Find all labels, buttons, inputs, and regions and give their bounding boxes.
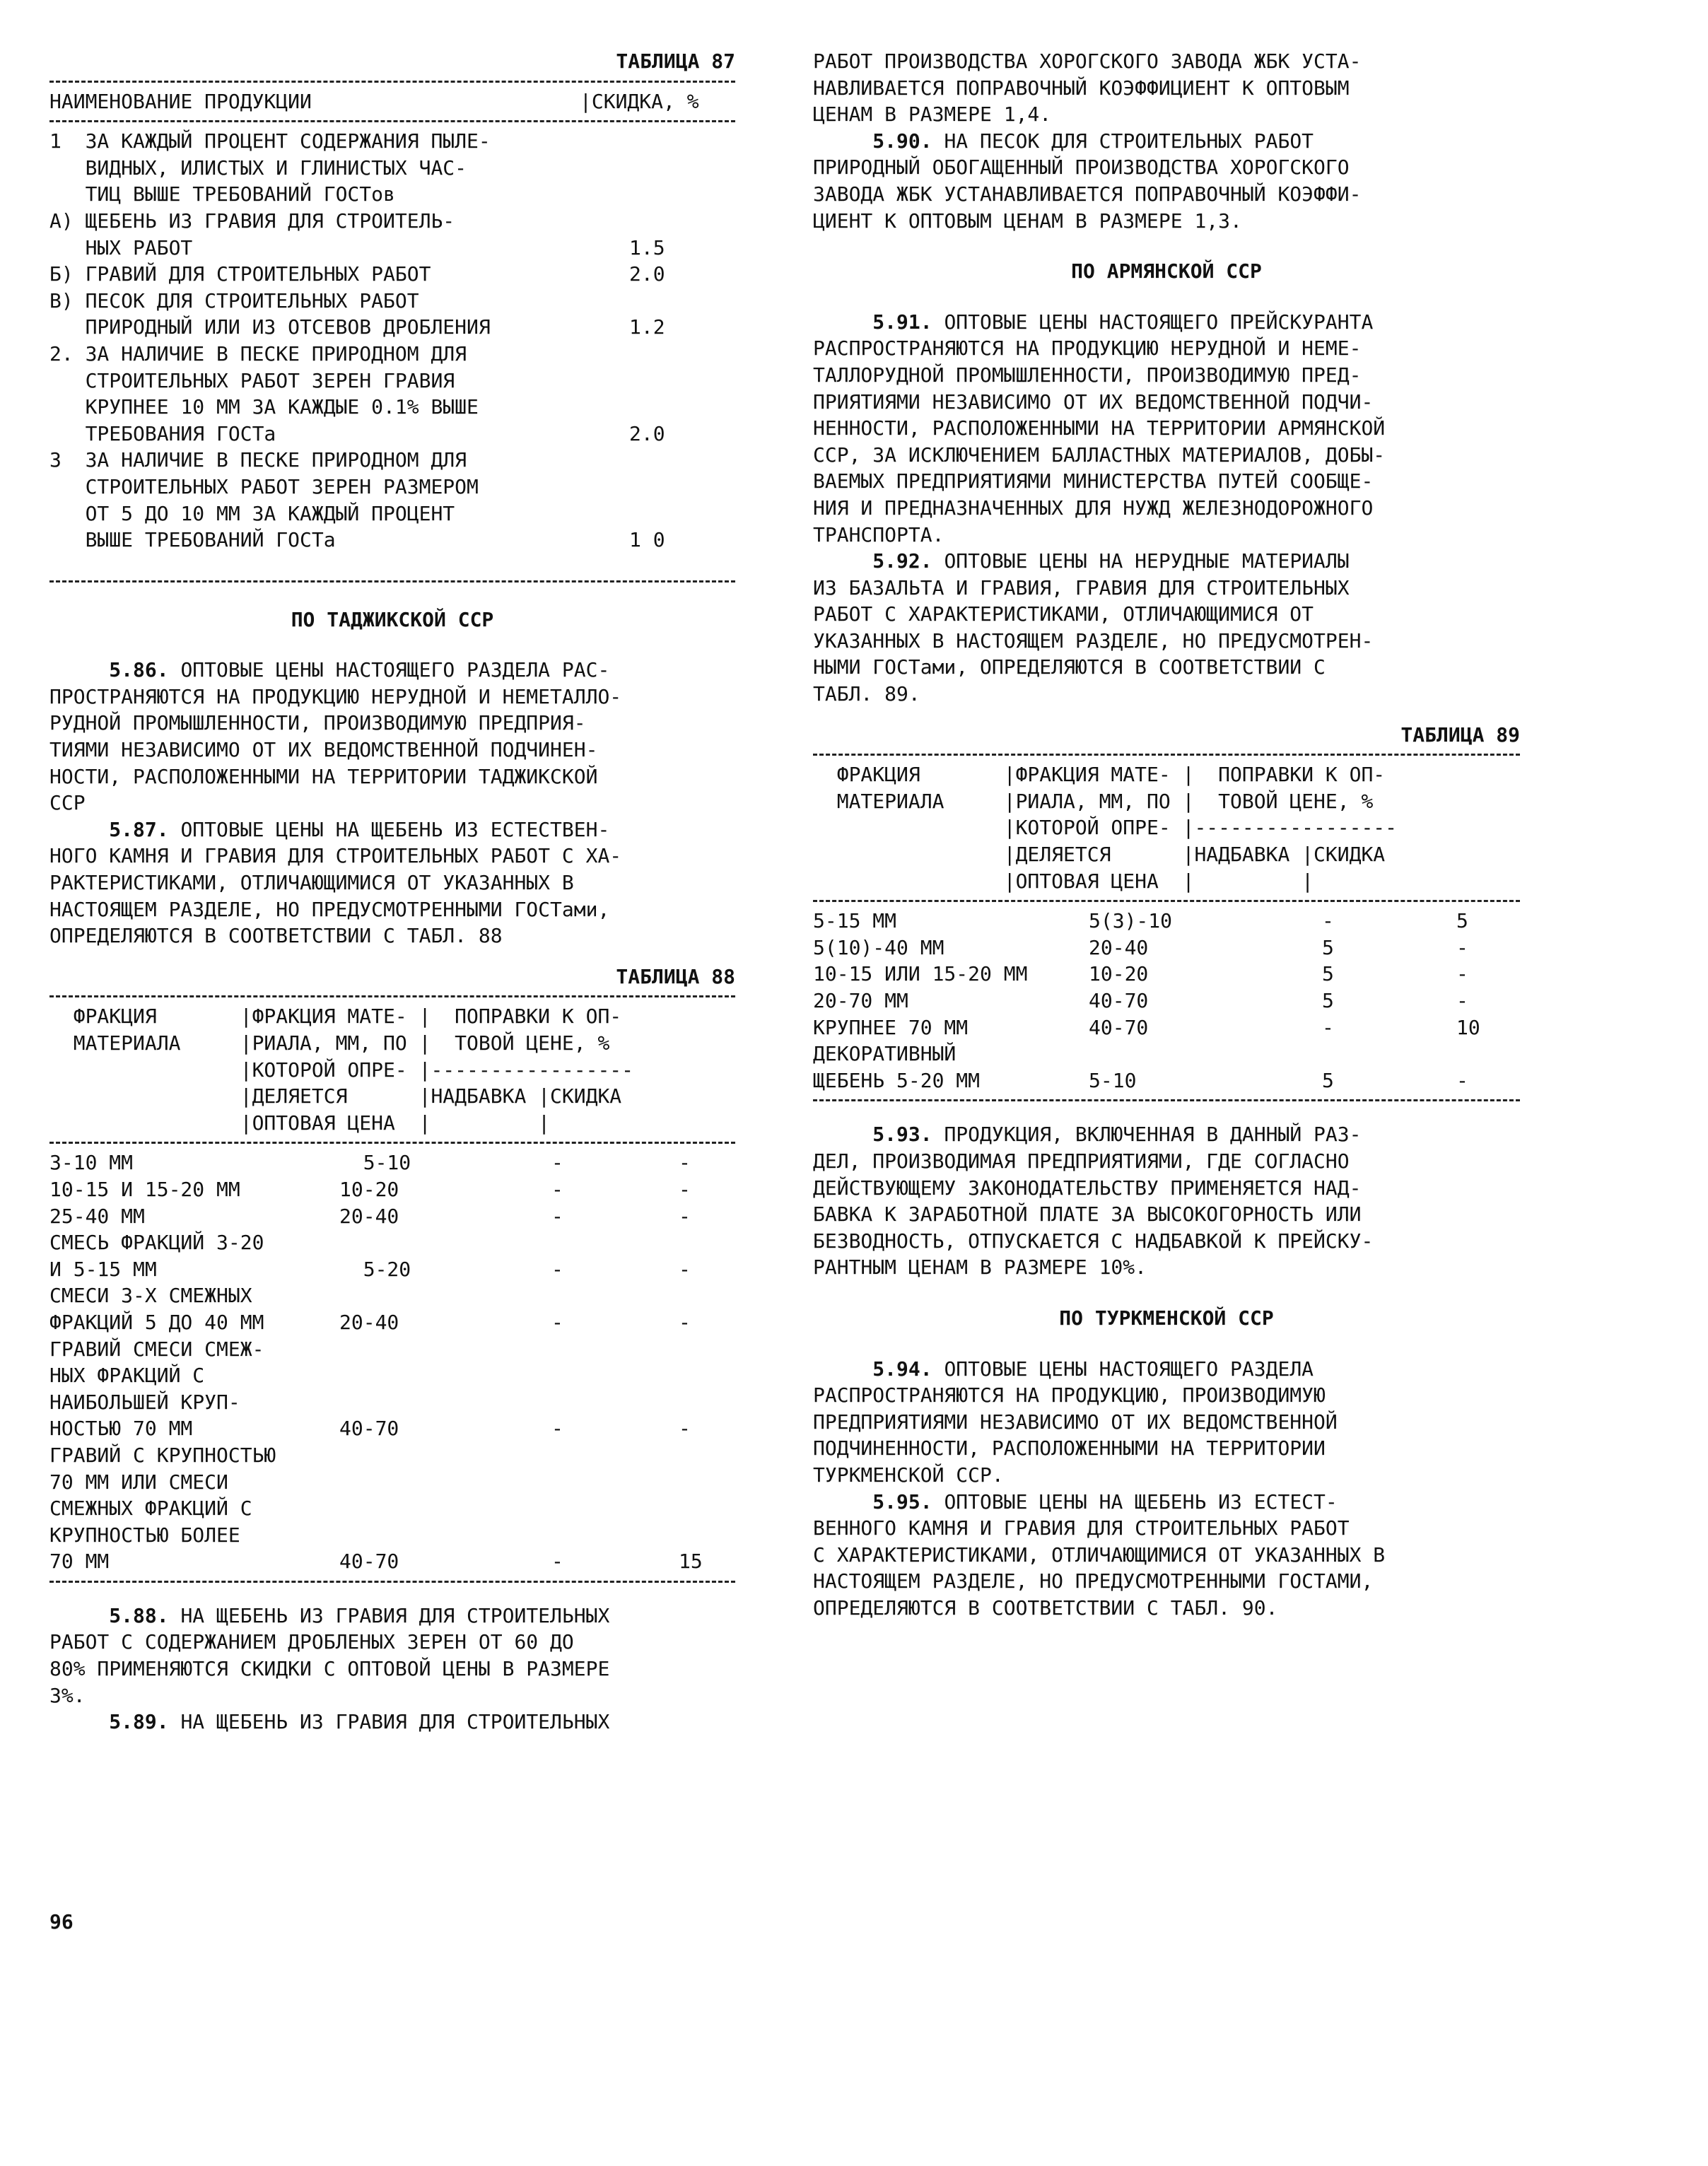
table-cell: - <box>679 1417 691 1441</box>
table-cell: - <box>679 1177 691 1201</box>
table-cell-item: 2. ЗА НАЛИЧИЕ В ПЕСКЕ ПРИРОДНОМ ДЛЯ <box>49 341 467 365</box>
table-row <box>49 1309 735 1336</box>
table-row <box>49 181 735 208</box>
table-cell: 10 <box>1456 1015 1480 1039</box>
table-cell: - <box>1456 935 1468 959</box>
table-cell <box>551 1282 679 1309</box>
paragraph-line: РАКТЕРИСТИКАМИ, ОТЛИЧАЮЩИМИСЯ ОТ УКАЗАННЫХ В <box>49 871 574 895</box>
table-row <box>49 288 735 315</box>
paragraph-line: ПРИРОДНЫЙ ОБОГАЩЕННЫЙ ПРОИЗВОДСТВА ХОРОГСКОГО <box>813 156 1350 180</box>
table-89-body <box>813 908 1520 1094</box>
divider <box>49 580 735 583</box>
paragraph-line: 5.88. НА ЩЕБЕНЬ ИЗ ГРАВИЯ ДЛЯ СТРОИТЕЛЬНЫХ <box>109 1603 610 1627</box>
table-cell: 40-70 <box>1089 989 1149 1012</box>
table-cell: - <box>679 1310 691 1334</box>
table-cell <box>679 1282 735 1309</box>
table-row <box>49 128 735 155</box>
paragraph-line: 5.95. ОПТОВЫЕ ЦЕНЫ НА ЩЕБЕНЬ ИЗ ЕСТЕСТ- <box>872 1489 1338 1514</box>
table-cell-discount: 1.5 <box>629 235 665 259</box>
table-cell: ДЕКОРАТИВНЫЙ <box>813 1042 957 1066</box>
divider <box>49 81 735 83</box>
table-cell: - <box>551 1151 563 1175</box>
table-cell: 10-20 <box>1089 962 1149 986</box>
table-cell-item: ТИЦ ВЫШЕ ТРЕБОВАНИЙ ГОСТов <box>49 182 395 206</box>
table-row <box>49 1442 735 1469</box>
paragraph-line: РАНТНЫМ ЦЕНАМ В РАЗМЕРЕ 10%. <box>813 1255 1147 1280</box>
table-87-caption: ТАБЛИЦА 87 <box>616 49 735 73</box>
table-cell <box>679 1229 735 1256</box>
paragraph-line: ПРЕДПРИЯТИЯМИ НЕЗАВИСИМО ОТ ИХ ВЕДОМСТВЕННОЙ <box>813 1410 1338 1434</box>
paragraph-5-91 <box>813 309 1520 548</box>
divider <box>49 120 735 122</box>
paragraph-line: ДЕЙСТВУЮЩЕМУ ЗАКОНОДАТЕЛЬСТВУ ПРИМЕНЯЕТСЯ НАД- <box>813 1176 1362 1200</box>
table-cell: - <box>1322 909 1334 933</box>
table-cell: - <box>551 1550 563 1574</box>
table-row <box>49 341 735 368</box>
table-row <box>813 1014 1520 1041</box>
table-row <box>49 1336 735 1363</box>
paragraph-line: НОСТИ, РАСПОЛОЖЕННЫМИ НА ТЕРРИТОРИИ ТАДЖИКСКОЙ <box>49 764 598 788</box>
column-header-name: НАИМЕНОВАНИЕ ПРОДУКЦИИ <box>49 89 312 113</box>
table-cell <box>551 1495 679 1522</box>
table-cell <box>551 1229 679 1256</box>
table-cell: 5 <box>1322 989 1334 1012</box>
paragraph-line: РАБОТ С ХАРАКТЕРИСТИКАМИ, ОТЛИЧАЮЩИМИСЯ ОТ <box>813 602 1314 626</box>
table-row <box>49 1176 735 1203</box>
table-cell-discount: 2.0 <box>629 421 665 445</box>
table-cell <box>551 1362 679 1389</box>
table-cell: 5-10 <box>1089 1068 1137 1092</box>
paragraph-line: 5.87. ОПТОВЫЕ ЦЕНЫ НА ЩЕБЕНЬ ИЗ ЕСТЕСТВЕН- <box>109 817 610 841</box>
paragraph-line: БАВКА К ЗАРАБОТНОЙ ПЛАТЕ ЗА ВЫСОКОГОРНОСТЬ ИЛИ <box>813 1202 1362 1227</box>
table-cell: 20-40 <box>339 1310 399 1334</box>
paragraph-5-86 <box>49 657 735 816</box>
table-row <box>813 908 1520 935</box>
table-row <box>49 394 735 421</box>
divider <box>49 1581 735 1583</box>
table-cell-discount: 2.0 <box>629 262 665 286</box>
table-89-caption: ТАБЛИЦА 89 <box>1400 722 1520 747</box>
paragraph-line: ВЕННОГО КАМНЯ И ГРАВИЯ ДЛЯ СТРОИТЕЛЬНЫХ РАБОТ <box>813 1516 1350 1540</box>
table-cell: СМЕЖНЫХ ФРАКЦИЙ С <box>49 1497 252 1521</box>
table-cell: 5-10 <box>339 1151 411 1175</box>
table-cell: НОСТЬЮ 70 ММ <box>49 1417 193 1441</box>
table-cell: КРУПНЕЕ 70 ММ <box>813 1015 969 1039</box>
table-cell: - <box>551 1310 563 1334</box>
table-cell: - <box>1322 1015 1334 1039</box>
table-header-line: МАТЕРИАЛА |РИАЛА, ММ, ПО | ТОВОЙ ЦЕНЕ, % <box>813 789 1374 813</box>
table-87-body <box>49 128 735 554</box>
table-cell <box>679 1469 735 1496</box>
table-row <box>49 1229 735 1256</box>
table-cell: И 5-15 ММ <box>49 1257 157 1281</box>
table-cell: КРУПНОСТЬЮ БОЛЕЕ <box>49 1523 240 1547</box>
table-cell: 5(3)-10 <box>1089 909 1173 933</box>
table-cell-discount: 1 0 <box>629 528 665 552</box>
table-row <box>49 1469 735 1496</box>
table-row <box>49 1149 735 1176</box>
paragraph-5-89 <box>49 1709 735 1735</box>
table-cell: НАИБОЛЬШЕЙ КРУП- <box>49 1390 240 1414</box>
table-cell: 3-10 ММ <box>49 1151 134 1175</box>
table-cell-item: ВЫШЕ ТРЕБОВАНИЙ ГОСТа <box>49 528 336 552</box>
table-cell: - <box>679 1151 691 1175</box>
paragraph-5-90 <box>813 128 1520 234</box>
table-header-line: МАТЕРИАЛА |РИАЛА, ММ, ПО | ТОВОЙ ЦЕНЕ, % <box>49 1031 610 1055</box>
table-cell: 5 <box>1322 1068 1334 1092</box>
table-row <box>49 314 735 341</box>
paragraph-line: ТУРКМЕНСКОЙ ССР. <box>813 1463 1004 1487</box>
paragraph-line: 80% ПРИМЕНЯЮТСЯ СКИДКИ С ОПТОВОЙ ЦЕНЫ В РАЗМЕРЕ <box>49 1657 610 1681</box>
table-cell: СМЕСЬ ФРАКЦИЙ 3-20 <box>49 1231 264 1255</box>
table-row <box>813 1041 1520 1067</box>
paragraph-line: ТИЯМИ НЕЗАВИСИМО ОТ ИХ ВЕДОМСТВЕННОЙ ПОДЧИНЕН- <box>49 738 598 762</box>
divider <box>813 754 1520 756</box>
table-cell-item: А) ЩЕБЕНЬ ИЗ ГРАВИЯ ДЛЯ СТРОИТЕЛЬ- <box>49 209 455 233</box>
table-cell: 70 ММ <box>49 1550 110 1574</box>
table-row <box>49 368 735 394</box>
paragraph-5-89-continued <box>813 48 1520 128</box>
table-cell: 25-40 ММ <box>49 1204 145 1228</box>
paragraph-line: ТАЛЛОРУДНОЙ ПРОМЫШЛЕННОСТИ, ПРОИЗВОДИМУЮ ПРЕД- <box>813 363 1362 387</box>
paragraph-line: НАСТОЯЩЕМ РАЗДЕЛЕ, НО ПРЕДУСМОТРЕННЫМИ ГОСТАМИ, <box>813 1569 1374 1593</box>
table-cell-item: ОТ 5 ДО 10 ММ ЗА КАЖДЫЙ ПРОЦЕНТ <box>49 501 455 525</box>
table-cell: 5 <box>1322 962 1334 986</box>
column-header-discount: |СКИДКА, % <box>580 89 699 113</box>
table-cell: 5 <box>1322 935 1334 959</box>
paragraph-5-92 <box>813 548 1520 708</box>
table-row <box>813 961 1520 988</box>
paragraph-line: РАСПРОСТРАНЯЮТСЯ НА ПРОДУКЦИЮ, ПРОИЗВОДИМУЮ <box>813 1383 1326 1407</box>
table-row <box>49 1415 735 1442</box>
table-cell <box>679 1442 735 1469</box>
paragraph-line: ЦЕНАМ В РАЗМЕРЕ 1,4. <box>813 103 1052 127</box>
table-cell <box>339 1282 551 1309</box>
table-header-line: |ДЕЛЯЕТСЯ |НАДБАВКА |СКИДКА <box>49 1084 622 1108</box>
table-cell: СМЕСИ 3-Х СМЕЖНЫХ <box>49 1284 252 1308</box>
paragraph-line: НЫМИ ГОСТами, ОПРЕДЕЛЯЮТСЯ В СООТВЕТСТВИИ С <box>813 655 1326 679</box>
table-cell <box>551 1389 679 1416</box>
paragraph-line: РАСПРОСТРАНЯЮТСЯ НА ПРОДУКЦИЮ НЕРУДНОЙ И НЕМЕ- <box>813 336 1362 361</box>
table-88-caption: ТАБЛИЦА 88 <box>616 964 735 988</box>
table-cell <box>679 1389 735 1416</box>
table-cell: ГРАВИЙ СМЕСИ СМЕЖ- <box>49 1337 264 1361</box>
right-column <box>813 48 1520 1621</box>
paragraph-line: ТАБЛ. 89. <box>813 682 920 706</box>
table-cell <box>339 1469 551 1496</box>
paragraph-line: ССР <box>49 791 86 815</box>
page-number: 96 <box>49 1910 74 1933</box>
paragraph-line: 5.89. НА ЩЕБЕНЬ ИЗ ГРАВИЯ ДЛЯ СТРОИТЕЛЬНЫХ <box>109 1710 610 1734</box>
table-header-line: ФРАКЦИЯ |ФРАКЦИЯ МАТЕ- | ПОПРАВКИ К ОП- <box>813 763 1386 787</box>
paragraph-line: НОГО КАМНЯ И ГРАВИЯ ДЛЯ СТРОИТЕЛЬНЫХ РАБОТ С ХА- <box>49 844 622 868</box>
table-header-line: |ОПТОВАЯ ЦЕНА | | <box>813 869 1314 893</box>
table-cell <box>339 1389 551 1416</box>
table-cell-item: НЫХ РАБОТ <box>49 235 193 259</box>
table-cell: - <box>551 1177 563 1201</box>
paragraph-line: РУДНОЙ ПРОМЫШЛЕННОСТИ, ПРОИЗВОДИМУЮ ПРЕДПРИЯ- <box>49 711 586 735</box>
table-header-line: |ОПТОВАЯ ЦЕНА | | <box>49 1111 551 1135</box>
table-cell: 5-15 ММ <box>813 909 897 933</box>
table-cell: 5-20 <box>339 1257 411 1281</box>
table-cell <box>339 1495 551 1522</box>
table-88-body <box>49 1149 735 1575</box>
section-heading-tajik: ПО ТАДЖИКСКОЙ ССР <box>291 607 494 631</box>
table-cell <box>679 1336 735 1363</box>
divider <box>813 900 1520 902</box>
table-cell <box>1322 1041 1456 1067</box>
table-header-line: |КОТОРОЙ ОПРЕ- |----------------- <box>49 1058 634 1082</box>
table-cell-item: ВИДНЫХ, ИЛИСТЫХ И ГЛИНИСТЫХ ЧАС- <box>49 156 467 180</box>
table-row <box>49 474 735 500</box>
paragraph-line: РАБОТ С СОДЕРЖАНИЕМ ДРОБЛЕНЫХ ЗЕРЕН ОТ 60 ДО <box>49 1630 574 1654</box>
table-cell <box>1089 1041 1322 1067</box>
table-cell-item: СТРОИТЕЛЬНЫХ РАБОТ ЗЕРЕН РАЗМЕРОМ <box>49 474 479 498</box>
table-cell: 15 <box>679 1550 703 1574</box>
divider <box>813 1099 1520 1101</box>
divider <box>49 995 735 997</box>
table-cell: 10-20 <box>339 1177 399 1201</box>
paragraph-line: 5.93. ПРОДУКЦИЯ, ВКЛЮЧЕННАЯ В ДАННЫЙ РАЗ- <box>872 1123 1362 1147</box>
table-row <box>49 1282 735 1309</box>
table-cell: - <box>679 1204 691 1228</box>
table-cell <box>339 1522 551 1549</box>
table-87-header <box>49 88 735 115</box>
table-cell: ЩЕБЕНЬ 5-20 ММ <box>813 1068 981 1092</box>
table-cell <box>551 1469 679 1496</box>
table-cell: 10-15 И 15-20 ММ <box>49 1177 240 1201</box>
table-cell-item: СТРОИТЕЛЬНЫХ РАБОТ ЗЕРЕН ГРАВИЯ <box>49 368 455 392</box>
divider <box>49 1142 735 1144</box>
table-row <box>49 155 735 182</box>
table-cell: 40-70 <box>339 1550 399 1574</box>
paragraph-line: УКАЗАННЫХ В НАСТОЯЩЕМ РАЗДЕЛЕ, НО ПРЕДУСМОТРЕН- <box>813 628 1374 652</box>
table-row <box>49 1362 735 1389</box>
table-row <box>49 1522 735 1549</box>
table-cell-item: ПРИРОДНЫЙ ИЛИ ИЗ ОТСЕВОВ ДРОБЛЕНИЯ <box>49 315 491 339</box>
paragraph-5-94 <box>813 1356 1520 1489</box>
paragraph-5-87 <box>49 816 735 949</box>
paragraph-line: ОПРЕДЕЛЯЮТСЯ В СООТВЕТСТВИИ С ТАБЛ. 88 <box>49 924 503 948</box>
paragraph-line: 5.94. ОПТОВЫЕ ЦЕНЫ НАСТОЯЩЕГО РАЗДЕЛА <box>872 1357 1314 1381</box>
paragraph-line: 5.92. ОПТОВЫЕ ЦЕНЫ НА НЕРУДНЫЕ МАТЕРИАЛЫ <box>872 549 1350 573</box>
paragraph-5-88 <box>49 1603 735 1709</box>
table-row <box>49 208 735 235</box>
table-row <box>49 235 735 262</box>
table-cell <box>551 1522 679 1549</box>
table-cell: - <box>679 1257 691 1281</box>
table-cell-item: КРУПНЕЕ 10 ММ ЗА КАЖДЫЕ 0.1% ВЫШЕ <box>49 395 479 419</box>
table-cell: 5 <box>1456 909 1468 933</box>
table-cell: - <box>1456 962 1468 986</box>
table-cell-item: 3 ЗА НАЛИЧИЕ В ПЕСКЕ ПРИРОДНОМ ДЛЯ <box>49 448 467 472</box>
table-cell <box>339 1362 551 1389</box>
table-header-line: |ДЕЛЯЕТСЯ |НАДБАВКА |СКИДКА <box>813 843 1386 867</box>
table-row <box>49 527 735 554</box>
table-row <box>813 988 1520 1014</box>
paragraph-5-95 <box>813 1489 1520 1622</box>
table-cell <box>339 1229 551 1256</box>
table-cell: 70 ММ ИЛИ СМЕСИ <box>49 1470 228 1494</box>
table-row <box>49 1389 735 1416</box>
table-cell: 20-40 <box>1089 935 1149 959</box>
paragraph-line: 5.91. ОПТОВЫЕ ЦЕНЫ НАСТОЯЩЕГО ПРЕЙСКУРАНТА <box>872 310 1374 334</box>
table-cell: - <box>1456 1068 1468 1092</box>
paragraph-line: ПРИЯТИЯМИ НЕЗАВИСИМО ОТ ИХ ВЕДОМСТВЕННОЙ ПОДЧИ- <box>813 390 1374 414</box>
table-cell <box>551 1442 679 1469</box>
paragraph-line: С ХАРАКТЕРИСТИКАМИ, ОТЛИЧАЮЩИМИСЯ ОТ УКАЗАННЫХ В <box>813 1542 1386 1567</box>
table-header-line: ФРАКЦИЯ |ФРАКЦИЯ МАТЕ- | ПОПРАВКИ К ОП- <box>49 1005 622 1029</box>
paragraph-5-93 <box>813 1121 1520 1281</box>
paragraph-line: ОПРЕДЕЛЯЮТСЯ В СООТВЕТСТВИИ С ТАБЛ. 90. <box>813 1596 1278 1620</box>
table-cell <box>679 1522 735 1549</box>
table-cell-item: Б) ГРАВИЙ ДЛЯ СТРОИТЕЛЬНЫХ РАБОТ <box>49 262 431 286</box>
paragraph-line: НЕННОСТИ, РАСПОЛОЖЕННЫМИ НА ТЕРРИТОРИИ АРМЯНСКОЙ <box>813 416 1386 440</box>
table-row <box>49 1256 735 1283</box>
paragraph-line: НИЯ И ПРЕДНАЗНАЧЕННЫХ ДЛЯ НУЖД ЖЕЛЕЗНОДОРОЖНОГО <box>813 496 1374 520</box>
table-cell: ФРАКЦИЙ 5 ДО 40 ММ <box>49 1310 264 1334</box>
section-heading-turkmen: ПО ТУРКМЕНСКОЙ ССР <box>1059 1306 1274 1330</box>
table-cell: 20-70 ММ <box>813 989 908 1012</box>
paragraph-line: 5.90. НА ПЕСОК ДЛЯ СТРОИТЕЛЬНЫХ РАБОТ <box>872 129 1314 153</box>
table-cell: 40-70 <box>339 1417 399 1441</box>
paragraph-line: ТРАНСПОРТА. <box>813 522 944 546</box>
paragraph-line: ПОДЧИНЕННОСТИ, РАСПОЛОЖЕННЫМИ НА ТЕРРИТОРИИ <box>813 1436 1326 1460</box>
table-row <box>49 500 735 527</box>
table-header-line: |КОТОРОЙ ОПРЕ- |----------------- <box>813 816 1398 840</box>
paragraph-line: НАВЛИВАЕТСЯ ПОПРАВОЧНЫЙ КОЭФФИЦИЕНТ К ОПТОВЫМ <box>813 76 1350 100</box>
paragraph-line: РАБОТ ПРОИЗВОДСТВА ХОРОГСКОГО ЗАВОДА ЖБК УСТА- <box>813 49 1362 73</box>
section-heading-armenia: ПО АРМЯНСКОЙ ССР <box>1071 259 1262 283</box>
paragraph-line: ПРОСТРАНЯЮТСЯ НА ПРОДУКЦИЮ НЕРУДНОЙ И НЕМЕТАЛЛО- <box>49 684 622 708</box>
table-row <box>813 1067 1520 1094</box>
paragraph-line: ЗАВОДА ЖБК УСТАНАВЛИВАЕТСЯ ПОПРАВОЧНЫЙ КОЭФФИ- <box>813 182 1362 206</box>
table-cell: 40-70 <box>1089 1015 1149 1039</box>
left-column <box>49 48 735 1735</box>
table-row <box>49 1548 735 1575</box>
table-cell: - <box>551 1204 563 1228</box>
table-cell: - <box>1456 989 1468 1012</box>
table-89-header <box>813 761 1520 894</box>
paragraph-line: БЕЗВОДНОСТЬ, ОТПУСКАЕТСЯ С НАДБАВКОЙ К ПРЕЙСКУ- <box>813 1229 1374 1253</box>
table-cell-item: 1 ЗА КАЖДЫЙ ПРОЦЕНТ СОДЕРЖАНИЯ ПЫЛЕ- <box>49 129 491 153</box>
table-cell-item: В) ПЕСОК ДЛЯ СТРОИТЕЛЬНЫХ РАБОТ <box>49 288 419 312</box>
table-cell: НЫХ ФРАКЦИЙ С <box>49 1364 205 1388</box>
table-cell: - <box>551 1257 563 1281</box>
table-row <box>49 1495 735 1522</box>
paragraph-line: 3%. <box>49 1683 86 1707</box>
paragraph-line: 5.86. ОПТОВЫЕ ЦЕНЫ НАСТОЯЩЕГО РАЗДЕЛА РАС- <box>109 658 610 682</box>
table-cell: ГРАВИЙ С КРУПНОСТЬЮ <box>49 1443 276 1467</box>
table-cell: 5(10)-40 ММ <box>813 935 944 959</box>
table-cell: - <box>551 1417 563 1441</box>
table-row <box>49 261 735 288</box>
paragraph-line: НАСТОЯЩЕМ РАЗДЕЛЕ, НО ПРЕДУСМОТРЕННЫМИ ГОСТами, <box>49 897 610 921</box>
paragraph-line: ИЗ БАЗАЛЬТА И ГРАВИЯ, ГРАВИЯ ДЛЯ СТРОИТЕЛЬНЫХ <box>813 575 1350 599</box>
table-row <box>49 447 735 474</box>
paragraph-line: ССР, ЗА ИСКЛЮЧЕНИЕМ БАЛЛАСТНЫХ МАТЕРИАЛОВ, ДОБЫ- <box>813 443 1386 467</box>
table-cell <box>339 1442 551 1469</box>
table-row <box>813 935 1520 961</box>
table-cell <box>1456 1041 1513 1067</box>
table-cell: 10-15 ИЛИ 15-20 ММ <box>813 962 1028 986</box>
table-cell: 20-40 <box>339 1204 399 1228</box>
table-cell-discount: 1.2 <box>629 315 665 339</box>
paragraph-line: ЦИЕНТ К ОПТОВЫМ ЦЕНАМ В РАЗМЕРЕ 1,3. <box>813 209 1242 233</box>
table-row <box>49 421 735 447</box>
table-cell <box>551 1336 679 1363</box>
table-cell <box>679 1495 735 1522</box>
table-cell <box>339 1336 551 1363</box>
table-88-header <box>49 1003 735 1136</box>
paragraph-line: ДЕЛ, ПРОИЗВОДИМАЯ ПРЕДПРИЯТИЯМИ, ГДЕ СОГЛАСНО <box>813 1149 1350 1173</box>
table-cell <box>679 1362 735 1389</box>
paragraph-line: ВАЕМЫХ ПРЕДПРИЯТИЯМИ МИНИСТЕРСТВА ПУТЕЙ СООБЩЕ- <box>813 469 1374 493</box>
table-cell-item: ТРЕБОВАНИЯ ГОСТа <box>49 421 276 445</box>
table-row <box>49 1203 735 1230</box>
